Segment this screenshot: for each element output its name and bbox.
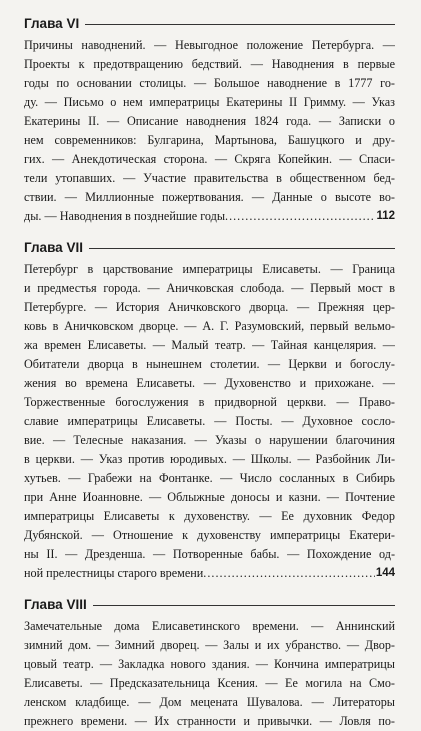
chapter-heading bbox=[24, 597, 395, 612]
summary-line: Петербурге. — История Аничковского дворца. — Прежняя цер- bbox=[24, 300, 395, 314]
heading-rule bbox=[89, 248, 395, 249]
chapter-heading bbox=[24, 16, 395, 31]
dot-leader bbox=[229, 207, 375, 226]
summary-line: жения во времена Елисаветы. — Духовенство и прихожане. — bbox=[24, 376, 395, 390]
summary-line: Петербург в царствование императрицы Елисаветы. — Граница bbox=[24, 262, 395, 276]
summary-line: прежнего времени. — Их странности и привычки. — Ловля по- bbox=[24, 714, 395, 728]
summary-line: Обитатели дворца в нынешнем столетии. — Церкви и богослу- bbox=[24, 357, 395, 371]
chapter-title: Глава VIII bbox=[24, 597, 87, 612]
summary-line: Причины наводнений. — Невыгодное положение Петербурга. — bbox=[24, 38, 395, 52]
summary-line: и предместья города. — Аничковская слобода. — Первый мост в bbox=[24, 281, 395, 295]
summary-line: вие. — Телесные наказания. — Указы о нарушении благочиния bbox=[24, 433, 395, 447]
summary-line: Елисаветы. — Предсказательница Ксения. — Ее могила на Смо- bbox=[24, 676, 395, 690]
summary-line: ду. — Письмо о нем императрицы Екатерины II Гримму. — Указ bbox=[24, 95, 395, 109]
summary-line: ствии. — Миллионные пожертвования. — Данные о высоте во- bbox=[24, 190, 395, 204]
summary-line: императрицы Елисаветы к духовенству. — Ее духовник Федор bbox=[24, 509, 395, 523]
summary-line: зимний дом. — Зимний дворец. — Залы и их убранство. — Двор- bbox=[24, 638, 395, 652]
summary-line: хутьев. — Грабежи на Фонтанке. — Число сосланных в Сибирь bbox=[24, 471, 395, 485]
summary-line: цовый театр. — Закладка нового здания. — Кончина императрицы bbox=[24, 657, 395, 671]
summary-line: Замечательные дома Елисаветинского времени. — Аннинский bbox=[24, 619, 395, 633]
summary-line: ковь в Аничковском дворце. — А. Г. Разумовский, первый вельмо- bbox=[24, 319, 395, 333]
page-number[interactable]: 144 bbox=[375, 567, 395, 579]
summary-line: ды. — Наводнения в позднейшие годы. bbox=[24, 209, 229, 223]
summary-line: Екатерины II. — Описание наводнения 1824 года. — Записки о bbox=[24, 114, 395, 128]
heading-rule bbox=[85, 24, 395, 25]
chapter-section bbox=[24, 16, 395, 226]
chapter-title: Глава VII bbox=[24, 240, 83, 255]
summary-line: при Анне Иоанновне. — Облыжные доносы и казни. — Почтение bbox=[24, 490, 395, 504]
chapter-section bbox=[24, 597, 395, 731]
summary-line: нем современников: Булгарина, Мартынова, Башуцкого и дру- bbox=[24, 133, 395, 147]
summary-line: Торжественные богослужения в придворной церкви. — Право- bbox=[24, 395, 395, 409]
heading-rule bbox=[93, 605, 395, 606]
summary-line: ной прелестницы старого времени. bbox=[24, 566, 207, 580]
chapter-title: Глава VI bbox=[24, 16, 80, 31]
summary-line: ленском кладбище. — Дом мецената Шувалова. — Литераторы bbox=[24, 695, 395, 709]
summary-line: ны II. — Дрезденша. — Потворенные бабы. — Похождение од- bbox=[24, 547, 395, 561]
page-number[interactable]: 112 bbox=[376, 210, 395, 222]
summary-line: в церкви. — Указ против юродивых. — Школы. — Разбойник Ли- bbox=[24, 452, 395, 466]
summary-line: Дубянской. — Отношение к духовенству императрицы Екатери- bbox=[24, 528, 395, 542]
summary-last-line bbox=[24, 564, 395, 583]
summary-line: Проекты к предотвращению бедствий. — Наводнения в первые bbox=[24, 57, 395, 71]
summary-line: жа времен Елисаветы. — Малый театр. — Тайная канцелярия. — bbox=[24, 338, 395, 352]
summary-last-line bbox=[24, 207, 395, 226]
summary-line: годы по основании столицы. — Большое наводнение в 1777 го- bbox=[24, 76, 395, 90]
chapter-section bbox=[24, 240, 395, 583]
summary-line: тели утопавших. — Участие правительства в общественном бед- bbox=[24, 171, 395, 185]
summary-line: гих. — Анекдотическая сторона. — Скряга Копейкин. — Спаси- bbox=[24, 152, 395, 166]
dot-leader bbox=[207, 564, 374, 583]
summary-line: славие императрицы Елисаветы. — Посты. — Духовное сосло- bbox=[24, 414, 395, 428]
chapter-heading bbox=[24, 240, 395, 255]
